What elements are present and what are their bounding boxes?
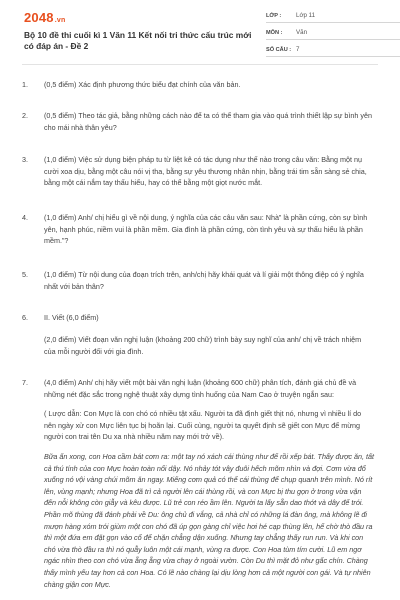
info-row-count xyxy=(266,43,400,57)
question-text: (4,0 điểm) Anh/ chị hãy viết một bài văn nghị luận (khoảng 600 chữ) phân tích, đánh giá chủ đề và những nét đặc sắc trong nghệ thuật xây dựng tình huống của Nam Cao ở truyện ngắn sau: xyxy=(44,378,357,399)
info-row-class xyxy=(266,9,400,23)
question-6-text: (2,0 điểm) Viết đoạn văn nghị luận (khoảng 200 chữ) trình bày suy nghĩ của anh/ chị về trách nhiệm của mỗi người đối với gia đình. xyxy=(44,335,362,356)
info-key: MÔN : xyxy=(266,29,283,36)
story-excerpt: Bữa ấn xong, con Hoa cầm bát cơm ra: một tay nó xách cái thùng như để rồi xếp bát. Thấy được ăn, tất cả thú tính của con Mực hoàn toàn nổi dậy. Nó nhảy tót vây đuôi hếch mõm nhìn và đợi. Cơm vừa đổ xuống nó vội vàng chúi mõm ăn ngay. Miếng cơm quả có thể cái thùng để chụp quanh trên mình. Nó rít lên, vùng mạnh; nhưng Hoa đã trì cả người lên cái thùng rồi, và con Mực bị thu gọn ở trong vừa vặn đến nỗi không còn giẫy và kêu được. Lũ trẻ con réo ầm lên. Người ta lấy sẵn dao thớt và dây để trói. Phần mõ thùng đã đánh phải về Du: ông chủ đi vắng, cả nhà chỉ có những lá đàn ông, mà không lẽ đi mượn hàng xóm trói giùm một con chó đã úp gọn gàng chỉ việc hơi hé cạp thùng lên, hể chờ thò đầu ra thì một đứa em đặt gọn vào cổ để chặn chẳng dận xuống. Nhưng tay chẳng thấy run run. Và khi con chó vừa thò đầu ra thì nó quẫy luôn một cái mạnh, vùng ra được. Con Hoa tùm tím cười. Lũ em ngơ ngác nhìn theo con chó vừa ẵng ẵng vừa chạy ở ngoài vườn. Còn Du thì mặt đỏ như gấc chín. Chàng thấy mình yếu tay hơn cả con Hoa. Có lẽ nào chàng lại dịu lòng hơn cả một người con gái. Và tự nhiên chàng giận con Mực. xyxy=(44,452,374,589)
header xyxy=(14,0,386,62)
info-key: LỚP : xyxy=(266,12,282,19)
question-number: 5. xyxy=(22,270,28,279)
info-panel xyxy=(266,9,400,60)
header-divider xyxy=(22,64,378,65)
logo-main: 2048 xyxy=(24,10,54,25)
question-text: (0,5 điểm) Theo tác giả, bằng những cách nào để ta có thể tham gia vào quá trình thiết lập sự bình yên cho mái nhà thân yêu? xyxy=(44,111,372,132)
question-number: 4. xyxy=(22,213,28,222)
info-value: 7 xyxy=(296,46,300,53)
story-summary: ( Lược dẫn: Con Mực là con chó có nhiều tật xấu. Người ta đã định giết thịt nó, nhưng vì nhiều lí do nên ngày xử con Mực liên tục bị hoãn lại. Cuối cùng, người ta quyết định sẽ giết con Mực để mừng người con trai tên Du xa nhà nhiều năm nay mới trở về). xyxy=(44,409,362,442)
info-row-subject xyxy=(266,26,400,40)
section-heading: II. Viết (6,0 điểm) xyxy=(44,313,99,322)
info-value: Lớp 11 xyxy=(296,12,316,19)
question-text: (1,0 điểm) Anh/ chị hiểu gì về nội dung, ý nghĩa của các câu văn sau: Nhà” là phần cứng, còn sự bình yên, hạnh phúc, niềm vui là phần mềm. Gia đình là phần cứng, còn tình yêu và sự thấu hiểu là phần mềm.”? xyxy=(44,213,368,246)
question-number: 7. xyxy=(22,378,28,387)
question-4 xyxy=(22,212,374,247)
question-number: 2. xyxy=(22,111,28,120)
info-key: SỐ CÂU : xyxy=(266,46,292,53)
question-7 xyxy=(22,377,374,400)
logo-sub: .vn xyxy=(54,17,66,24)
question-text: (1,0 điểm) Từ nội dung của đoạn trích trên, anh/chị hãy khái quát và lí giải một thông điệp có ý nghĩa nhất với bản thân? xyxy=(44,270,364,291)
document-title: Bộ 10 đề thi cuối kì 1 Văn 11 Kết nối tri thức cấu trúc mới có đáp án - Đề 2 xyxy=(24,30,252,51)
question-text: (0,5 điểm) Xác định phương thức biểu đạt chính của văn bản. xyxy=(44,80,241,89)
question-number: 3. xyxy=(22,155,28,164)
question-number: 6. xyxy=(22,313,28,322)
question-3 xyxy=(22,154,374,189)
question-2 xyxy=(22,110,374,133)
info-value: Văn xyxy=(296,29,308,36)
question-text: (1,0 điểm) Việc sử dụng biện pháp tu từ liệt kê có tác dụng như thế nào trong câu văn: Bằng một nụ cười xoa dịu, bằng một câu nói vị tha, bằng sự yêu thương nhân nhịn, bằng trái tim sẵn sàng sẻ chia, bằng một cái nắm tay thấu hiểu, hay có thể bằng một giọt nước mắt. xyxy=(44,155,367,188)
question-5 xyxy=(22,269,374,292)
question-1 xyxy=(22,79,374,91)
question-number: 1. xyxy=(22,80,28,89)
site-logo[interactable] xyxy=(24,10,65,25)
section-writing xyxy=(22,313,99,322)
